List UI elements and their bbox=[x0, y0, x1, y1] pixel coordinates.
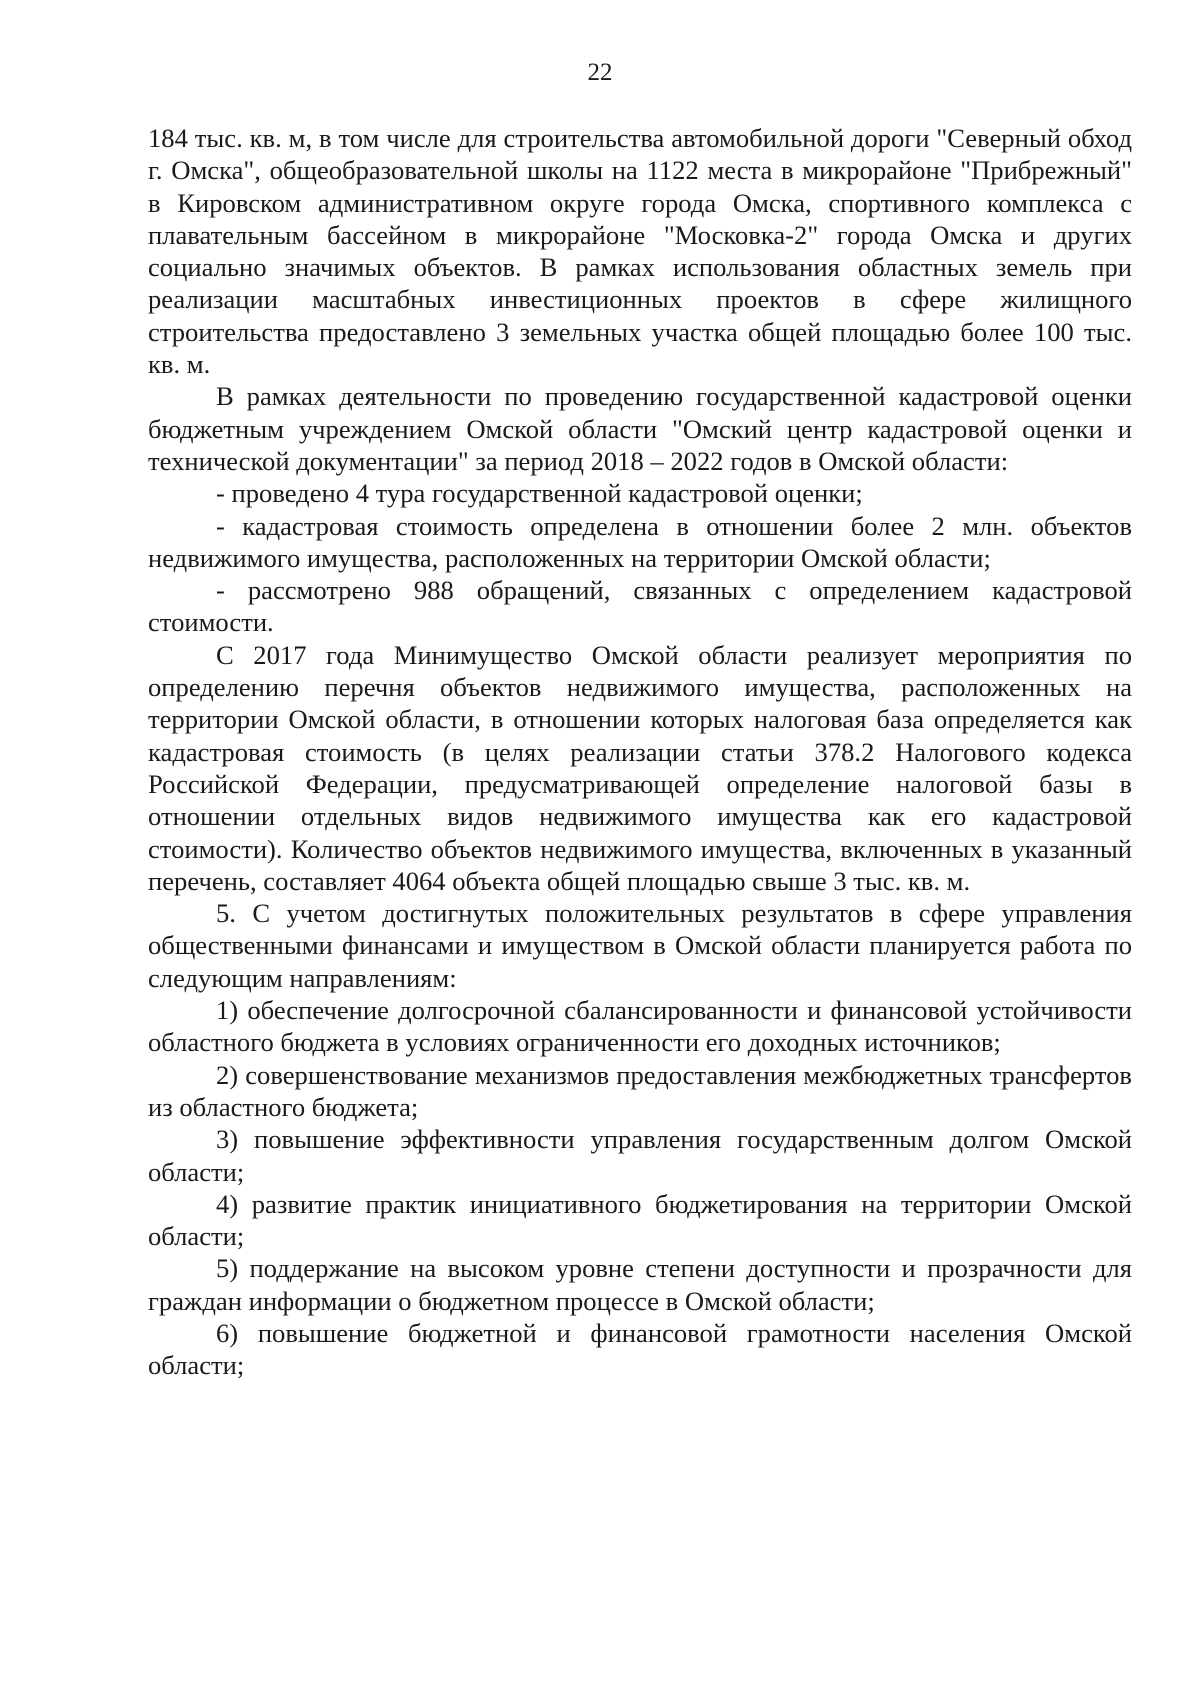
list-item-5: 5) поддержание на высоком уровне степени доступности и прозрачности для граждан информации о бюджетном процессе в Омской области; bbox=[148, 1253, 1132, 1316]
list-item-2: 2) совершенствование механизмов предоставления межбюджетных трансфертов из областного бюджета; bbox=[148, 1059, 1132, 1122]
paragraph-land-allocation: 184 тыс. кв. м, в том числе для строительства автомобильной дороги "Северный обход г. Омска", общеобразовательной школы на 1122 места в микрорайоне "Прибрежный" в Кировском административном округе города Омска, спортивного комплекса с плавательным бассейном в микрорайоне "Московка-2" города Омска и других социально значимых объектов. В рамках использования областных земель при реализации масштабных инвестиционных проектов в сфере жилищного строительства предоставлено 3 земельных участка общей площадью более 100 тыс. кв. м. bbox=[148, 123, 1132, 380]
page-number: 22 bbox=[587, 59, 613, 86]
document-body bbox=[148, 122, 1132, 1382]
paragraph-cadastral-valuation: В рамках деятельности по проведению государственной кадастровой оценки бюджетным учреждением Омской области "Омский центр кадастровой оценки и технической документации" за период 2018 – 2022 годов в Омской области: bbox=[148, 381, 1132, 476]
paragraph-section-5: 5. С учетом достигнутых положительных результатов в сфере управления общественными финансами и имуществом в Омской области планируется работа по следующим направлениям: bbox=[148, 898, 1132, 993]
list-item-3: 3) повышение эффективности управления государственным долгом Омской области; bbox=[148, 1124, 1132, 1187]
list-item-6: 6) повышение бюджетной и финансовой грамотности населения Омской области; bbox=[148, 1317, 1132, 1381]
list-item-valuation-rounds: - проведено 4 тура государственной кадастровой оценки; bbox=[216, 478, 863, 509]
list-item-cadastral-value: - кадастровая стоимость определена в отношении более 2 млн. объектов недвижимого имущества, расположенных на территории Омской области; bbox=[148, 510, 1132, 573]
paragraph-property-list: С 2017 года Минимущество Омской области реализует мероприятия по определению перечня объектов недвижимого имущества, расположенных на территории Омской области, в отношении которых налоговая база определяется как кадастровая стоимость (в целях реализации статьи 378.2 Налогового кодекса Российской Федерации, предусматривающей определение налоговой базы в отношении отдельных видов недвижимого имущества как его кадастровой стоимости). Количество объектов недвижимого имущества, включенных в указанный перечень, составляет 4064 объекта общей площадью свыше 3 тыс. кв. м. bbox=[148, 639, 1132, 896]
list-item-4: 4) развитие практик инициативного бюджетирования на территории Омской области; bbox=[148, 1188, 1132, 1252]
list-item-appeals: - рассмотрено 988 обращений, связанных с определением кадастровой стоимости. bbox=[148, 575, 1132, 638]
list-item-1: 1) обеспечение долгосрочной сбалансированности и финансовой устойчивости областного бюджета в условиях ограниченности его доходных источников; bbox=[148, 995, 1132, 1058]
